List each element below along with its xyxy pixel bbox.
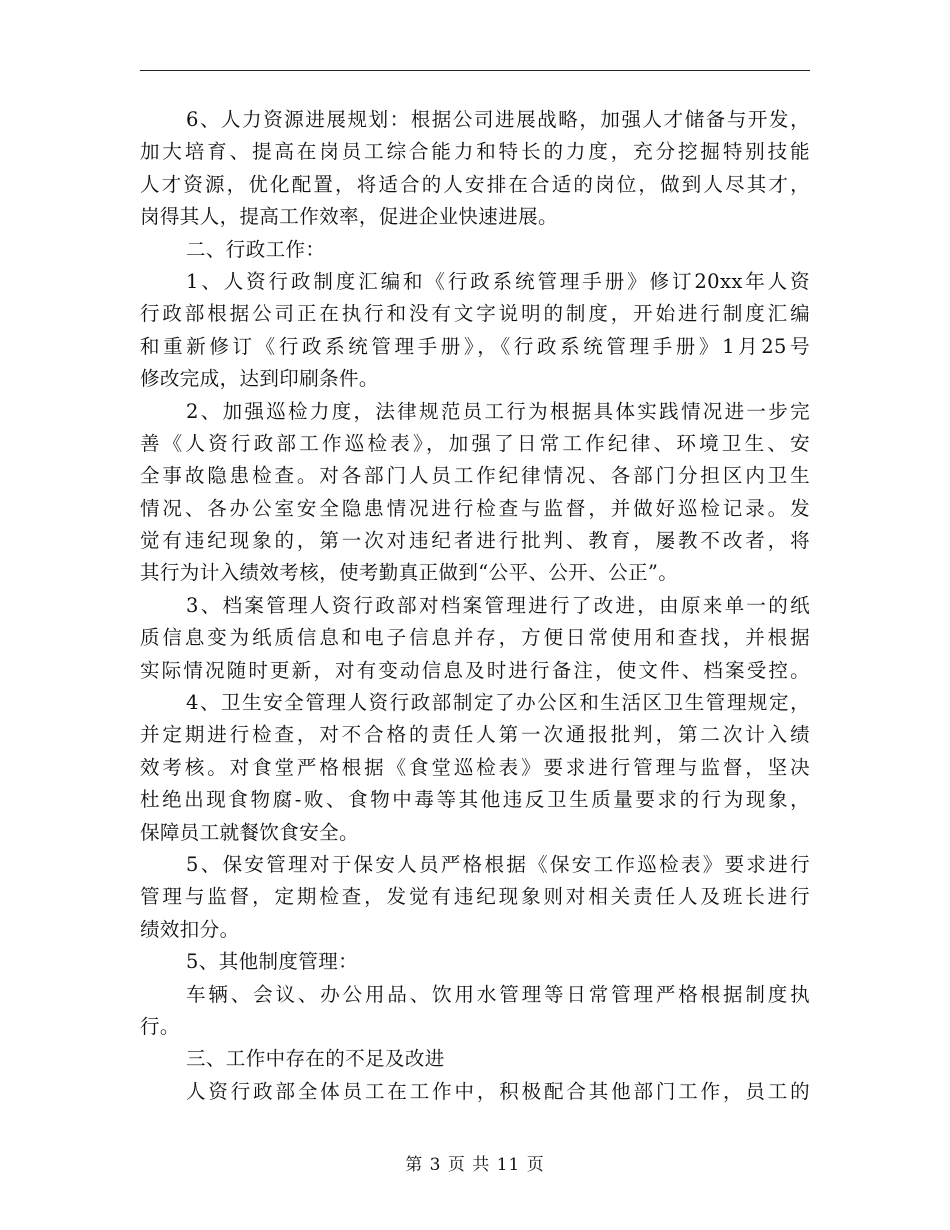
text-line: 其行为计入绩效考核，使考勤真正做到“公平、公开、公正”。	[140, 561, 679, 585]
text-line: 觉有违纪现象的，第一次对违纪者进行批判、教育，屡教不改者，将	[140, 529, 810, 553]
body-text	[140, 104, 810, 1108]
text-line: 善《人资行政部工作巡检表》，加强了日常工作纪律、环境卫生、安	[140, 431, 810, 455]
text-line: 质信息变为纸质信息和电子信息并存，方便日常使用和查找，并根据	[140, 626, 810, 650]
text-line: 加大培育、提高在岗员工综合能力和特长的力度，充分挖掘特别技能	[140, 140, 810, 164]
text-line: 实际情况随时更新，对有变动信息及时进行备注，使文件、档案受控。	[140, 658, 810, 682]
text-line: 2、加强巡检力度，法律规范员工行为根据具体实践情况进一步完	[186, 399, 810, 423]
text-line: 人才资源，优化配置，将适合的人安排在合适的岗位，做到人尽其才，	[140, 172, 810, 196]
text-line: 4、卫生安全管理人资行政部制定了办公区和生活区卫生管理规定，	[186, 691, 810, 715]
text-line: 情况、各办公室安全隐患情况进行检查与监督，并做好巡检记录。发	[140, 496, 810, 520]
text-line: 行政部根据公司正在执行和没有文字说明的制度，开始进行制度汇编	[140, 302, 810, 326]
text-line: 保障员工就餐饮食安全。	[140, 820, 359, 844]
text-line: 二、行政工作：	[186, 237, 326, 261]
text-line: 5、保安管理对于保安人员严格根据《保安工作巡检表》要求进行	[186, 852, 810, 876]
text-line: 3、档案管理人资行政部对档案管理进行了改进，由原来单一的纸	[186, 593, 810, 617]
text-line: 岗得其人，提高工作效率，促进企业快速进展。	[140, 205, 558, 229]
text-line: 全事故隐患检查。对各部门人员工作纪律情况、各部门分担区内卫生	[140, 464, 810, 488]
text-line: 和重新修订《行政系统管理手册》，《行政系统管理手册》1月25号	[140, 334, 810, 358]
text-line: 并定期进行检查，对不合格的责任人第一次通报批判，第二次计入绩	[140, 723, 810, 747]
text-line: 管理与监督，定期检查，发觉有违纪现象则对相关责任人及班长进行	[140, 885, 810, 909]
text-line: 三、工作中存在的不足及改进	[186, 1047, 445, 1071]
text-line: 人资行政部全体员工在工作中，积极配合其他部门工作，员工的	[186, 1079, 810, 1103]
text-line: 行。	[140, 1014, 180, 1038]
text-line: 修改完成，达到印刷条件。	[140, 367, 379, 391]
text-line: 效考核。对食堂严格根据《食堂巡检表》要求进行管理与监督，坚决	[140, 755, 810, 779]
text-line: 1、人资行政制度汇编和《行政系统管理手册》修订20xx年人资	[186, 269, 810, 293]
text-line: 杜绝出现食物腐-败、食物中毒等其他违反卫生质量要求的行为现象，	[140, 788, 810, 812]
text-line: 车辆、会议、办公用品、饮用水管理等日常管理严格根据制度执	[186, 982, 810, 1006]
text-line: 5、其他制度管理：	[186, 950, 359, 974]
page-footer: 第 3 页 共 11 页	[405, 1155, 545, 1175]
text-line: 6、人力资源进展规划：根据公司进展战略，加强人才储备与开发，	[186, 108, 810, 131]
text-line: 绩效扣分。	[140, 917, 240, 941]
header-rule	[140, 70, 810, 71]
